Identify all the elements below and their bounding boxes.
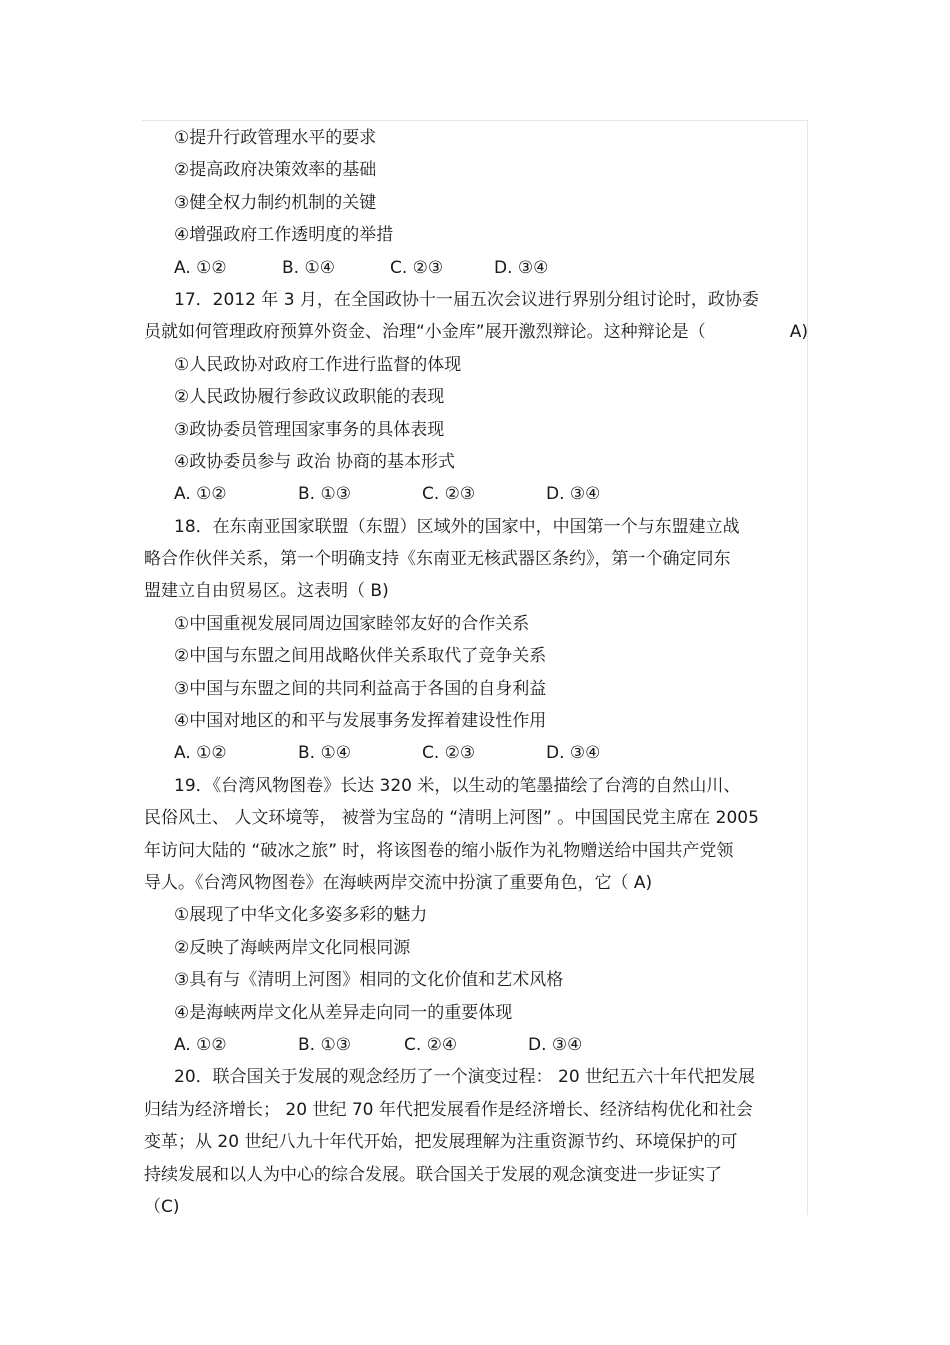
q17-stem-line-2 bbox=[144, 316, 808, 348]
q16-options bbox=[144, 252, 808, 284]
q17-stem-text: 员就如何管理政府预算外资金、治理“小金库”展开激烈辩论。这种辩论是（ bbox=[144, 322, 706, 343]
q16-option-b: B. ①④ bbox=[282, 257, 335, 278]
q18-item-3: ③中国与东盟之间的共同利益高于各国的自身利益 bbox=[174, 678, 547, 699]
q19-option-d: D. ③④ bbox=[528, 1034, 583, 1055]
q18-stem-line-1: 18．在东南亚国家联盟（东盟）区域外的国家中，中国第一个与东盟建立战 bbox=[174, 516, 740, 537]
q20-stem-line-3: 变革；从 20 世纪八九十年代开始，把发展理解为注重资源节约、环境保护的可 bbox=[144, 1132, 738, 1153]
q16-option-c: C. ②③ bbox=[390, 257, 444, 278]
q17-option-c: C. ②③ bbox=[422, 484, 476, 505]
q17-answer: A) bbox=[789, 322, 808, 343]
q19-item-4: ④是海峡两岸文化从差异走向同一的重要体现 bbox=[174, 1002, 513, 1023]
q16-item-2: ②提高政府决策效率的基础 bbox=[174, 160, 377, 181]
q19-option-c: C. ②④ bbox=[404, 1034, 458, 1055]
q18-option-d: D. ③④ bbox=[546, 743, 601, 764]
q20-stem-line-1: 20．联合国关于发展的观念经历了一个演变过程： 20 世纪五六十年代把发展 bbox=[174, 1067, 756, 1088]
question-17 bbox=[144, 284, 808, 511]
q17-item-4: ④政协委员参与 政治 协商的基本形式 bbox=[174, 451, 456, 472]
q19-item-1: ①展现了中华文化多姿多彩的魅力 bbox=[174, 905, 428, 926]
q18-option-a: A. ①② bbox=[174, 743, 227, 764]
q19-stem-line-4: 导人。《台湾风物图卷》在海峡两岸交流中扮演了重要角色，它（ A) bbox=[144, 872, 653, 893]
q17-item-3: ③政协委员管理国家事务的具体表现 bbox=[174, 419, 445, 440]
q18-item-1: ①中国重视发展同周边国家睦邻友好的合作关系 bbox=[174, 613, 530, 634]
q18-stem-line-2: 略合作伙伴关系，第一个明确支持《东南亚无核武器区条约》，第一个确定同东 bbox=[144, 549, 731, 570]
q16-item-1: ①提升行政管理水平的要求 bbox=[174, 128, 377, 148]
q18-option-b: B. ①④ bbox=[298, 743, 351, 764]
q16-option-d: D. ③④ bbox=[494, 257, 549, 278]
q16-option-a: A. ①② bbox=[174, 257, 227, 278]
q17-item-1: ①人民政协对政府工作进行监督的体现 bbox=[174, 354, 462, 375]
q19-item-3: ③具有与《清明上河图》相同的文化价值和艺术风格 bbox=[174, 970, 564, 991]
q18-item-2: ②中国与东盟之间用战略伙伴关系取代了竞争关系 bbox=[174, 646, 547, 667]
q17-stem-line-1: 17．2012 年 3 月，在全国政协十一届五次会议进行界别分组讨论时，政协委 bbox=[174, 289, 759, 310]
document-body bbox=[144, 122, 808, 1223]
question-18 bbox=[144, 511, 808, 770]
q19-stem-line-1: 19．《台湾风物图卷》长达 320 米，以生动的笔墨描绘了台湾的自然山川、 bbox=[174, 775, 741, 796]
q18-options bbox=[144, 737, 808, 769]
q20-stem-line-4: 持续发展和以人为中心的综合发展。联合国关于发展的观念演变进一步证实了 bbox=[144, 1164, 722, 1185]
q20-stem-line-2: 归结为经济增长； 20 世纪 70 年代把发展看作是经济增长、经济结构优化和社会 bbox=[144, 1099, 753, 1120]
question-20 bbox=[144, 1061, 808, 1223]
q19-stem-line-3: 年访问大陆的 “破冰之旅” 时，将该图卷的缩小版作为礼物赠送给中国共产党领 bbox=[144, 840, 734, 861]
q18-option-c: C. ②③ bbox=[422, 743, 476, 764]
q17-option-d: D. ③④ bbox=[546, 484, 601, 505]
question-16 bbox=[144, 122, 808, 284]
q17-option-a: A. ①② bbox=[174, 484, 227, 505]
q16-item-4: ④增强政府工作透明度的举措 bbox=[174, 225, 394, 246]
q17-option-b: B. ①③ bbox=[298, 484, 351, 505]
q16-item-3: ③健全权力制约机制的关键 bbox=[174, 192, 377, 213]
q17-item-2: ②人民政协履行参政议政职能的表现 bbox=[174, 387, 445, 408]
q20-answer: （C) bbox=[144, 1196, 180, 1217]
q17-options bbox=[144, 478, 808, 510]
q19-options bbox=[144, 1029, 808, 1061]
q19-option-a: A. ①② bbox=[174, 1034, 227, 1055]
q19-option-b: B. ①③ bbox=[298, 1034, 351, 1055]
q18-stem-line-3: 盟建立自由贸易区。这表明（ B) bbox=[144, 581, 389, 602]
q18-item-4: ④中国对地区的和平与发展事务发挥着建设性作用 bbox=[174, 711, 547, 732]
q19-stem-line-2: 民俗风土、 人文环境等， 被誉为宝岛的 “清明上河图” 。中国国民党主席在 2005 bbox=[144, 808, 759, 829]
question-19 bbox=[144, 770, 808, 1062]
q19-item-2: ②反映了海峡两岸文化同根同源 bbox=[174, 937, 411, 958]
